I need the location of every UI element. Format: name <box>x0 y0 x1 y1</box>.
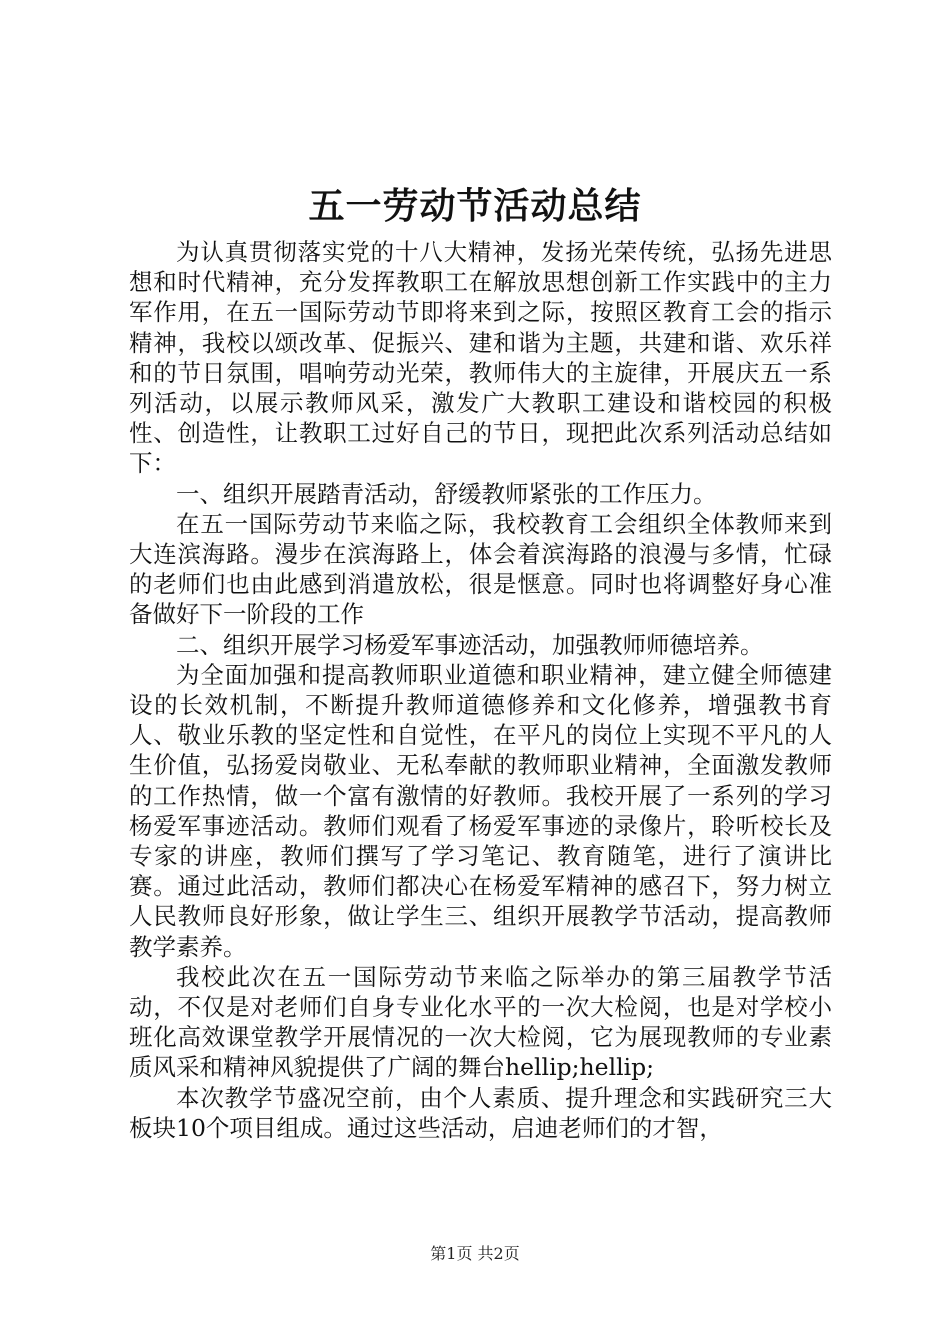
section-heading-2: 二、组织开展学习杨爱军事迹活动，加强教师师德培养。 <box>176 630 764 659</box>
page-number: 第1页 共2页 <box>430 1244 520 1263</box>
document-title: 五一劳动节活动总结 <box>308 186 642 227</box>
paragraph-intro: 为认真贯彻落实党的十八大精神，发扬光荣传统，弘扬先进思想和时代精神，充分发挥教职工在解放思想创新工作实践中的主力军作用，在五一国际劳动节即将来到之际，按照区教育工会的指示精神，我校以颂改革、促振兴、建和谐为主题，共建和谐、欢乐祥和的节日氛围，唱响劳动光荣，教师伟大的主旋律，开展庆五一系列活动，以展示教师风采，激发广大教职工建设和谐校园的积极性、创造性，让教职工过好自己的节日，现把此次系列活动总结如下： <box>129 238 832 478</box>
paragraph-festival-details: 本次教学节盛况空前，由个人素质、提升理念和实践研究三大板块10个项目组成。通过这些活动，启迪老师们的才智， <box>129 1083 832 1142</box>
paragraph-teaching-festival: 我校此次在五一国际劳动节来临之际举办的第三届教学节活动，不仅是对老师们自身专业化水平的一次大检阅，也是对学校小班化高效课堂教学开展情况的一次大检阅，它为展现教师的专业素质风采和精神风貌提供了广阔的舞台hellip;hellip; <box>129 962 832 1082</box>
paragraph-outing: 在五一国际劳动节来临之际，我校教育工会组织全体教师来到大连滨海路。漫步在滨海路上，体会着滨海路的浪漫与多情，忙碌的老师们也由此感到消遣放松，很是惬意。同时也将调整好身心准备做好下一阶段的工作 <box>129 509 832 629</box>
document-body <box>129 237 832 1143</box>
section-heading-1: 一、组织开展踏青活动，舒缓教师紧张的工作压力。 <box>176 479 717 508</box>
paragraph-ethics: 为全面加强和提高教师职业道德和职业精神，建立健全师德建设的长效机制，不断提升教师道德修养和文化修养，增强教书育人、敬业乐教的坚定性和自觉性，在平凡的岗位上实现不平凡的人生价值，弘扬爱岗敬业、无私奉献的教师职业精神，全面激发教师的工作热情，做一个富有激情的好教师。我校开展了一系列的学习杨爱军事迹活动。教师们观看了杨爱军事迹的录像片，聆听校长及专家的讲座，教师们撰写了学习笔记、教育随笔，进行了演讲比赛。通过此活动，教师们都决心在杨爱军精神的感召下，努力树立人民教师良好形象，做让学生三、组织开展教学节活动，提高教师教学素养。 <box>129 660 832 961</box>
